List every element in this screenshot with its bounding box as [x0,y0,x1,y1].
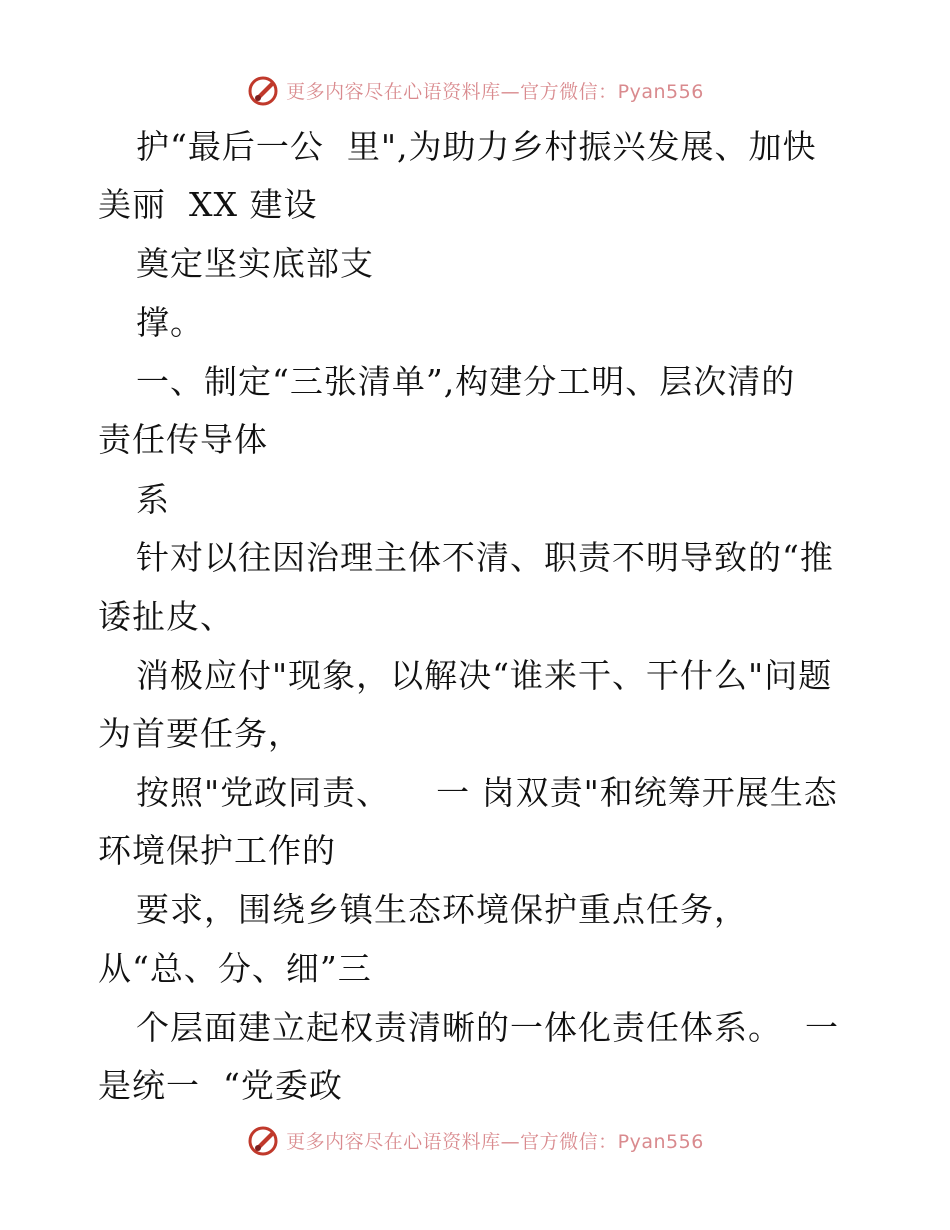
section-heading-cont: 责任传导体 [98,420,268,459]
text-line: 消极应付"现象，以解决“谁来干、干什么"问题 [136,656,833,695]
text-line: 撑。 [136,303,204,342]
text-line: 要求，围绕乡镇生态环境保护重点任务， [136,890,748,929]
text-line: 诿扯皮、 [98,597,234,636]
text-line: 护“最后一公 里",为助力乡村振兴发展、加快 [136,127,817,166]
text-line: 个层面建立起权责清晰的一体化责任体系。 一 [136,1008,839,1047]
text-line: 为首要任务， [98,714,302,753]
brush-seal-logo-icon [246,1123,280,1157]
section-heading: 一、制定“三张清单”,构建分工明、层次清的 [136,362,796,401]
section-heading-cont: 系 [136,480,170,519]
text-line: 按照"党政同责、 一 岗双责"和统筹开展生态 [136,773,838,812]
watermark-banner-bottom [0,1120,950,1160]
watermark-text: 更多内容尽在心语资料库—官方微信：Pyan556 [286,80,704,103]
text-line: 奠定坚实底部支 [136,244,374,283]
text-line: 是统一 “党委政 [98,1066,343,1105]
text-line: 针对以往因治理主体不清、职责不明导致的“推 [136,538,834,577]
text-line: 从“总、分、细”三 [98,949,372,988]
watermark-text: 更多内容尽在心语资料库—官方微信：Pyan556 [286,1130,704,1153]
text-line: 美丽 XX 建设 [98,185,318,224]
text-line: 环境保护工作的 [98,831,336,870]
